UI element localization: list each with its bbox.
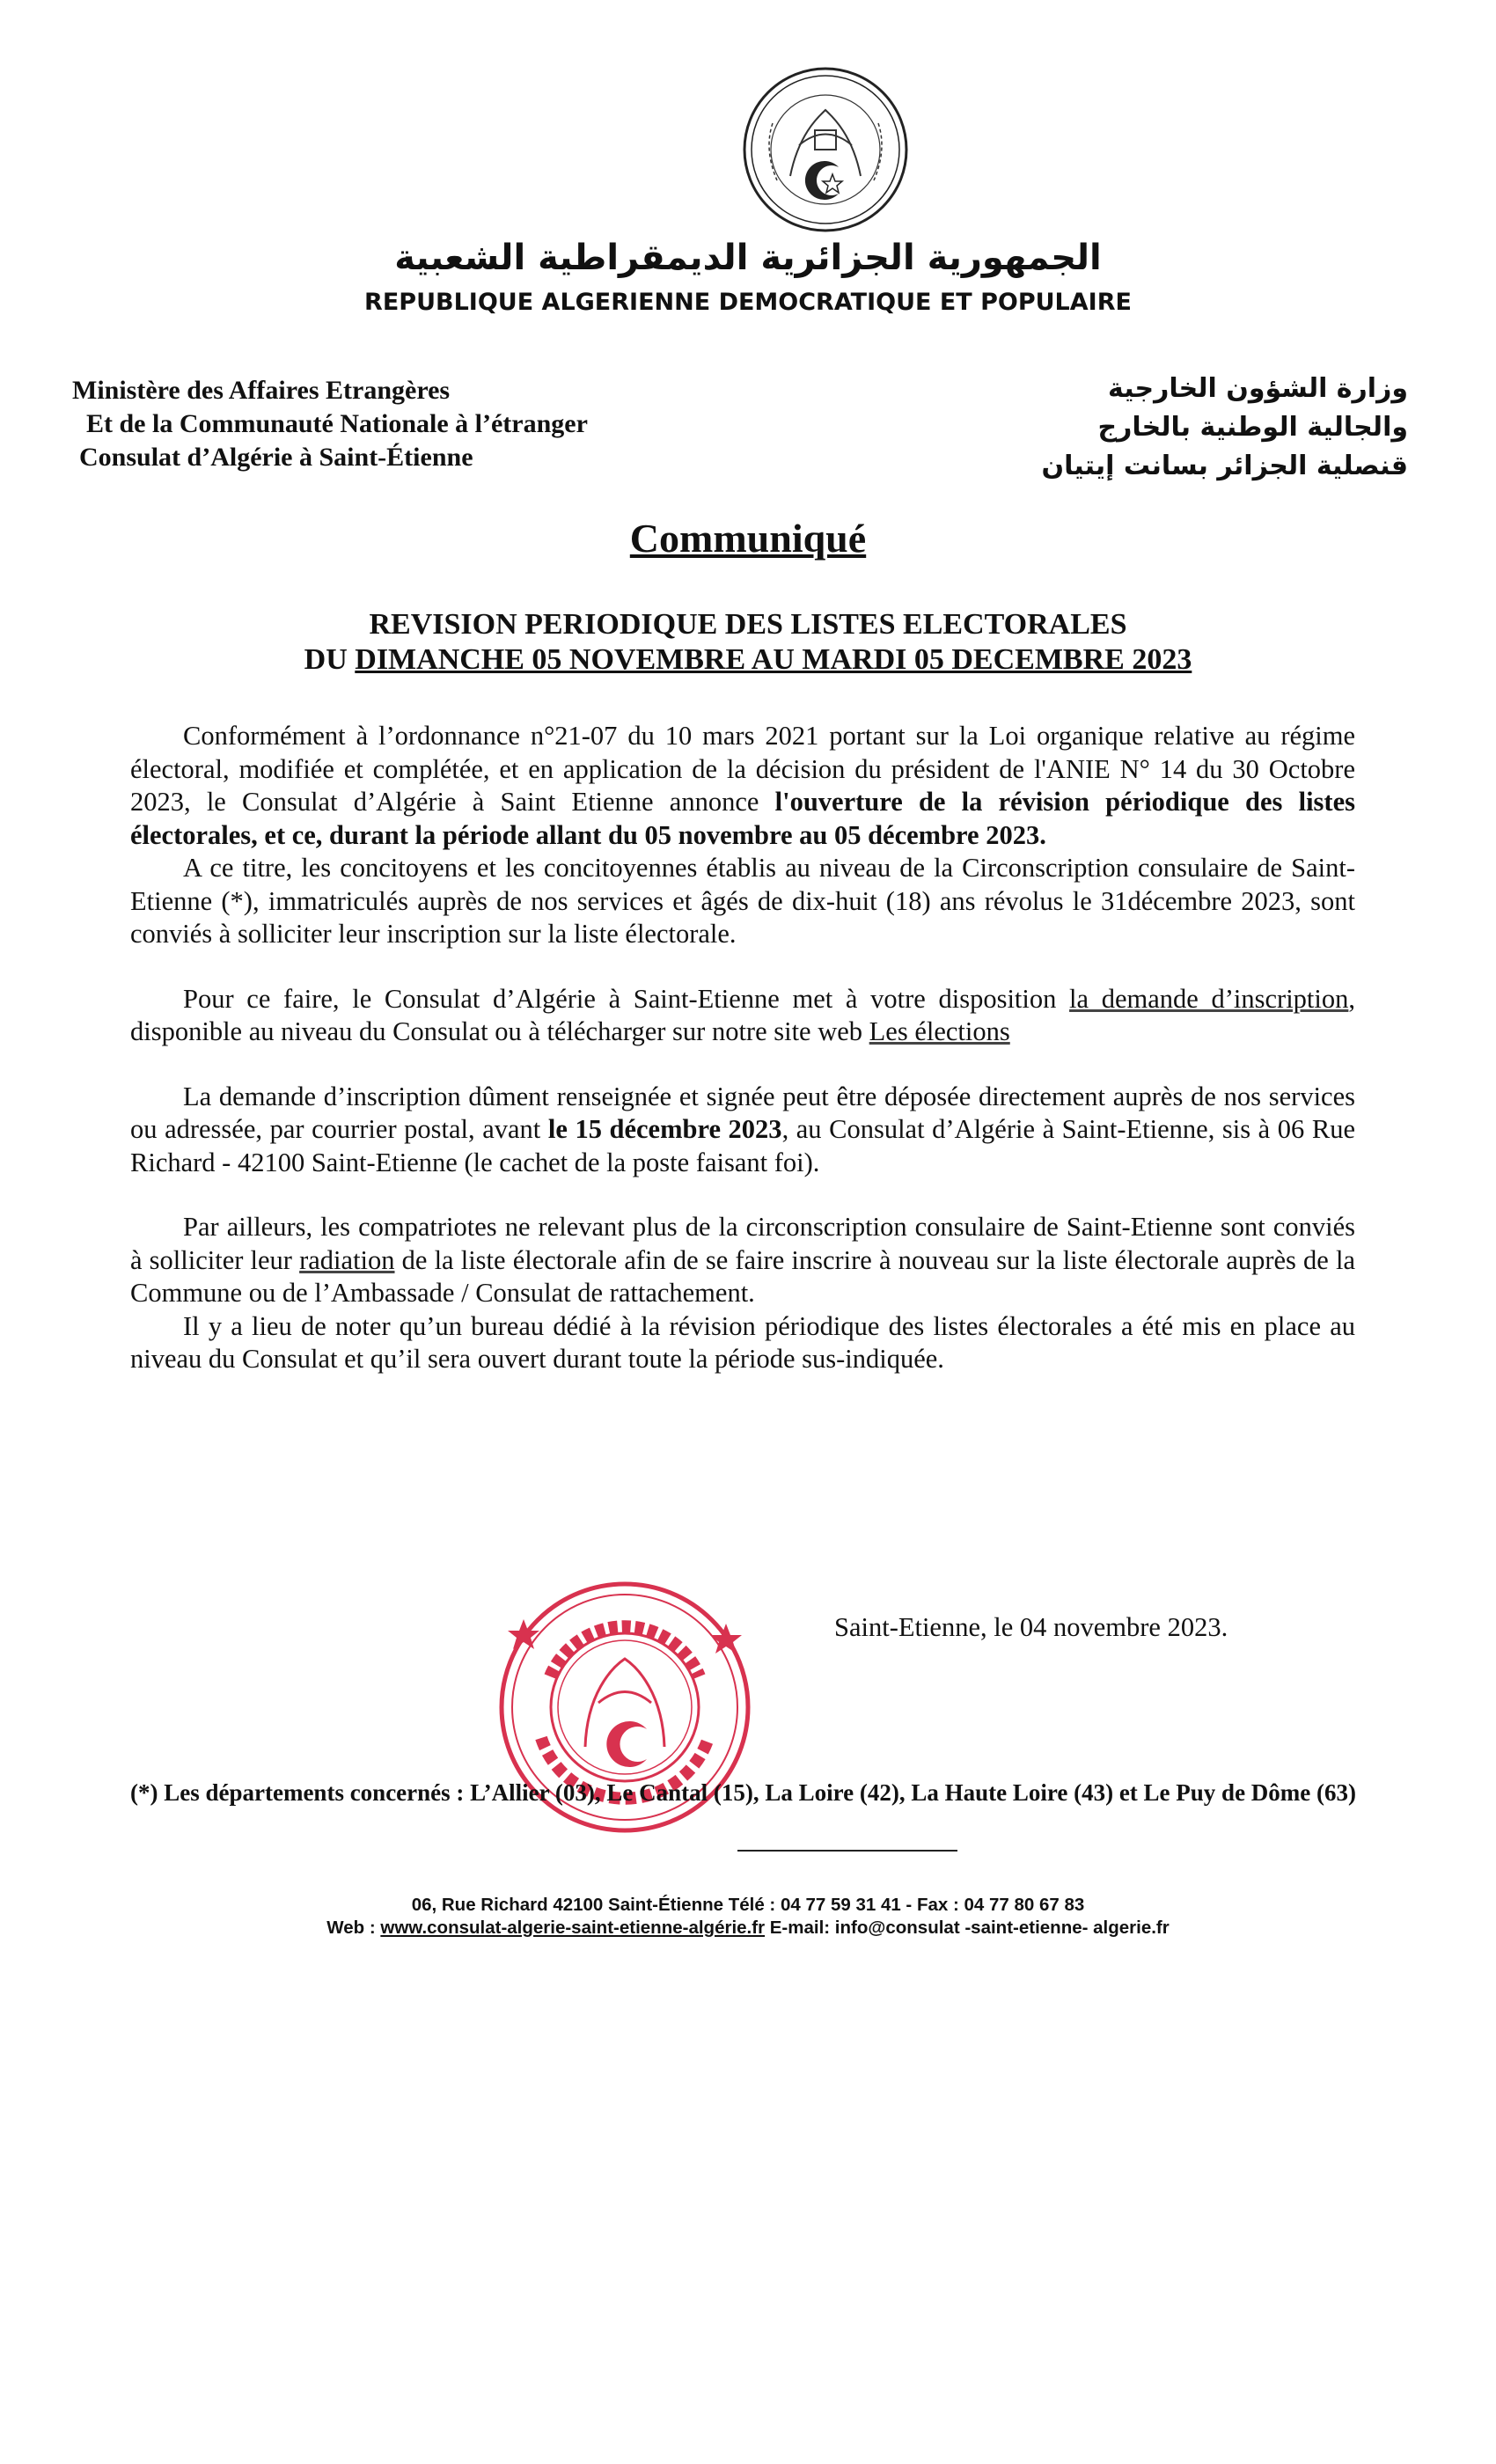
document-heading: Communiqué [629, 516, 867, 561]
signature-date: Saint-Etienne, le 04 novembre 2023. [834, 1612, 1228, 1642]
national-emblem-icon [737, 62, 913, 238]
subtitle-dates: DIMANCHE 05 NOVEMBRE AU MARDI 05 DECEMBRE 2023 [355, 643, 1192, 676]
footer-contact [0, 1894, 1496, 1940]
website-link[interactable]: www.consulat-algerie-saint-etienne-algérie.fr [380, 1918, 766, 1938]
paragraph-text: , disponible au niveau du Consulat ou à télécharger sur notre site web [130, 983, 1355, 1046]
web-label: Web : [326, 1918, 381, 1938]
footnote: (*) Les départements concernés : L’Allier (03), Le Cantal (15), La Loire (42), La Haute Loire (43) et Le Puy de Dôme (63) [130, 1779, 1357, 1806]
spacer [130, 1049, 1355, 1081]
radiation-link[interactable]: radiation [299, 1244, 395, 1275]
republic-title-arabic: الجمهورية الجزائرية الديمقراطية الشعبية [394, 238, 1102, 278]
paragraph-bold: le 15 décembre 2023 [547, 1114, 782, 1144]
paragraph-text: Par ailleurs, les compatriotes ne relevant plus de la circonscription consulaire de Saint-Etienne sont conviés à solliciter leur [130, 1212, 1355, 1275]
paragraph-text: , au Consulat d’Algérie à Saint-Etienne, sis à 06 Rue Richard - 42100 Saint-Etienne (le cachet de la poste faisant foi). [130, 1114, 1355, 1177]
subtitle-line-1: REVISION PERIODIQUE DES LISTES ELECTORALES [369, 608, 1127, 641]
paragraph-6: Il y a lieu de noter qu’un bureau dédié à la révision périodique des listes électorales a été mis en place au niveau du Consulat et qu’il sera ouvert durant toute la période sus-indiquée. [130, 1310, 1355, 1374]
subtitle-line-2 [0, 642, 1496, 678]
paragraph-5 [130, 1211, 1355, 1310]
paragraph-text: Conformément à l’ordonnance n°21-07 du 10 mars 2021 portant sur la Loi organique relative au régime électoral, modifiée et complétée, et en application de la décision du président de l'ANIE N° 14 du 30 Octobre 2023, le Consulat d’Algérie à Saint Etienne annonce [130, 721, 1355, 817]
paragraph-3 [130, 983, 1355, 1049]
paragraph-1 [130, 720, 1355, 852]
paragraph-bold: l'ouverture de la révision périodique des listes électorales, et ce, durant la période allant du 05 novembre au 05 décembre 2023. [130, 787, 1355, 850]
ministry-block-arabic [1042, 370, 1409, 486]
spacer [130, 1179, 1355, 1211]
ministry-line-arabic: وزارة الشؤون الخارجية [1108, 373, 1408, 404]
ministry-line: Et de la Communauté Nationale à l’étranger [86, 409, 588, 438]
footer-address: 06, Rue Richard 42100 Saint-Étienne Télé : 04 77 59 31 41 - Fax : 04 77 80 67 83 [411, 1895, 1085, 1915]
ministry-line: Ministère des Affaires Etrangères [72, 376, 451, 405]
spacer [130, 951, 1355, 983]
subtitle-prefix: DU [304, 643, 356, 676]
paragraph-4 [130, 1081, 1355, 1180]
paragraph-2: A ce titre, les concitoyens et les concitoyennes établis au niveau de la Circonscription consulaire de Saint-Etienne (*), immatriculés auprès de nos services et âgés de dix-huit (18) ans révolus le 31décembre 2023, sont conviés à solliciter leur inscription sur la liste électorale. [130, 853, 1355, 949]
footer-email: E-mail: info@consulat -saint-etienne- algerie.fr [765, 1918, 1170, 1938]
elections-link[interactable]: Les élections [869, 1016, 1010, 1046]
paragraph-text: La demande d’inscription dûment renseignée et signée peut être déposée directement auprès de nos services ou adressée, par courrier postal, avant [130, 1081, 1355, 1144]
registration-form-link[interactable]: la demande d’inscription [1069, 983, 1349, 1014]
document-body [130, 720, 1355, 1376]
ministry-line: Consulat d’Algérie à Saint-Étienne [79, 443, 473, 472]
ministry-block-french [72, 374, 588, 474]
ministry-line-arabic: والجالية الوطنية بالخارج [1097, 412, 1408, 443]
footer-divider [737, 1850, 957, 1852]
paragraph-text: Pour ce faire, le Consulat d’Algérie à Saint-Etienne met à votre disposition [183, 983, 1070, 1014]
republic-title-french: REPUBLIQUE ALGERIENNE DEMOCRATIQUE ET POPULAIRE [364, 289, 1132, 316]
paragraph-text: de la liste électorale afin de se faire inscrire à nouveau sur la liste électorale auprès de la Commune ou de l’Ambassade / Consulat de rattachement. [130, 1244, 1355, 1308]
ministry-line-arabic: قنصلية الجزائر بسانت إيتيان [1041, 451, 1408, 481]
document-subtitle [0, 607, 1496, 678]
footer-web-line [0, 1917, 1496, 1940]
